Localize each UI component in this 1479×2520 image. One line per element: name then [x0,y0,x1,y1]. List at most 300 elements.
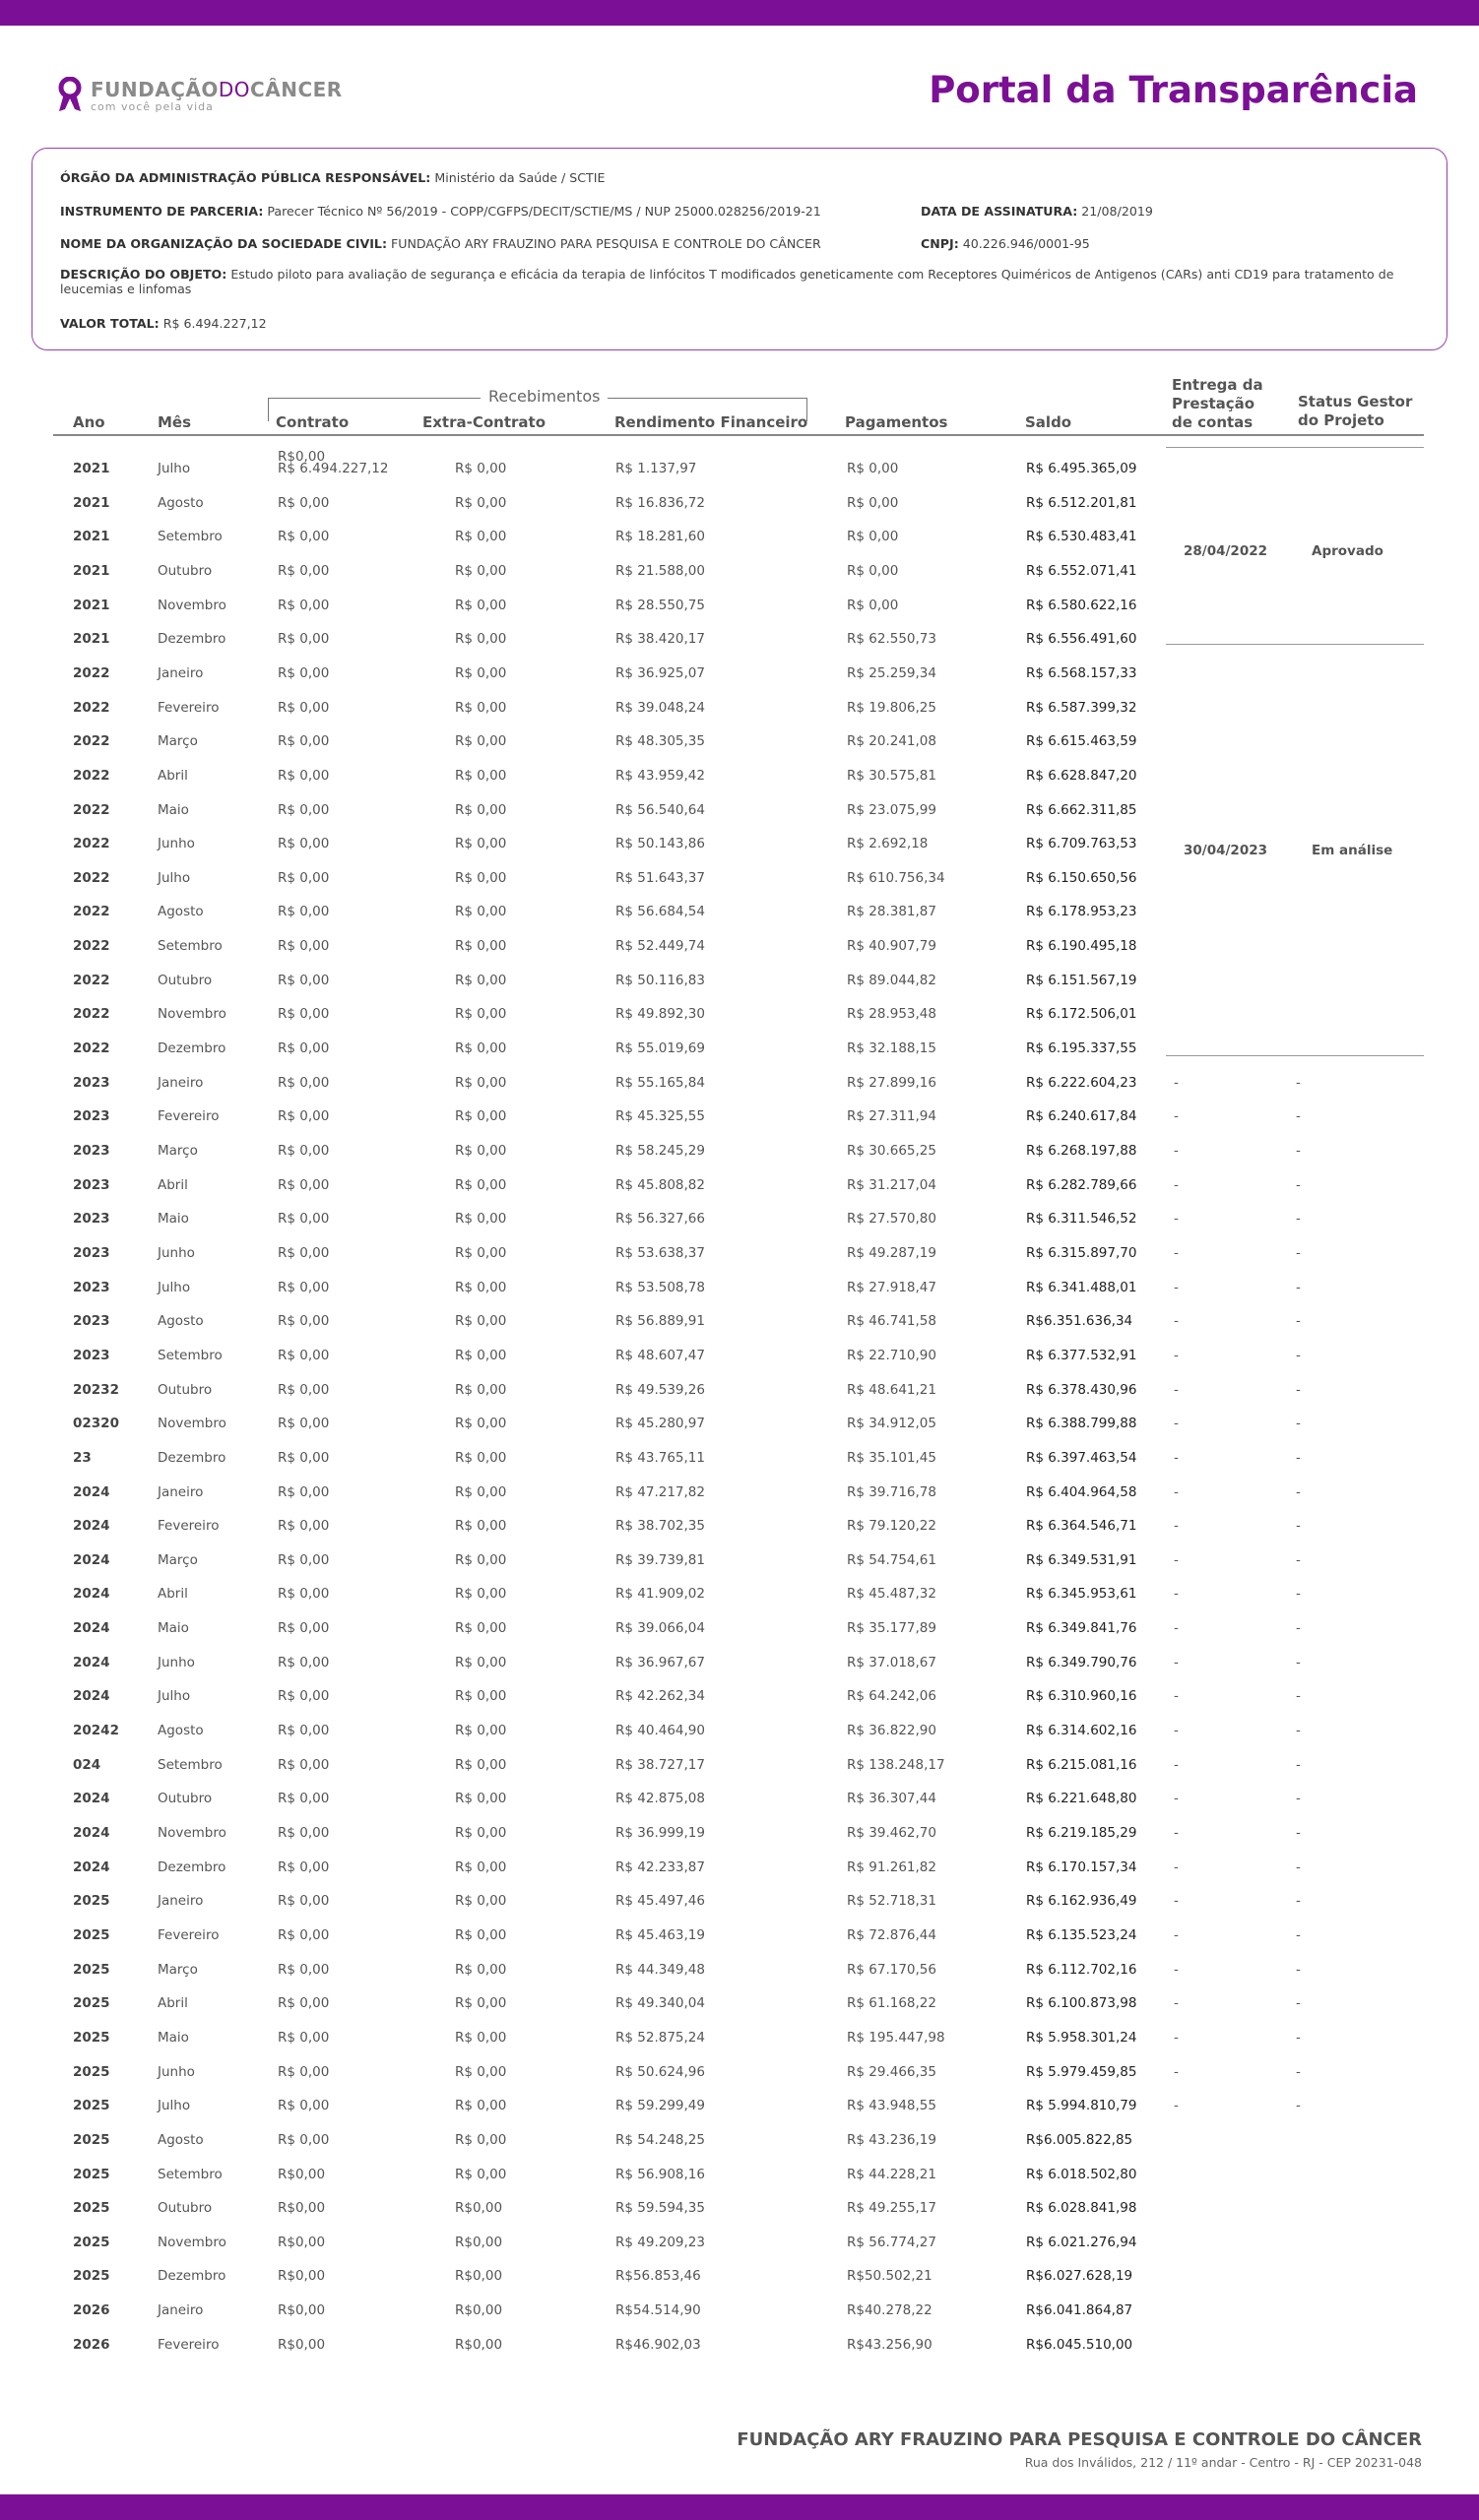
cell-extra-contrato: R$ 0,00 [455,699,507,716]
cell-mes: Dezembro [158,1858,226,1875]
table-row [0,1404,1479,1437]
cell-contrato: R$ 0,00 [278,1416,330,1432]
cell-contrato: R$ 0,00 [278,1006,330,1023]
cell-ano: 2024 [73,1858,110,1875]
cell-mes: Maio [158,1620,189,1637]
table-row [0,1813,1479,1847]
recebimentos-label: Recebimentos [481,387,608,406]
cell-mes: Julho [158,1279,191,1295]
cell-rendimento: R$ 38.727,17 [615,1756,705,1773]
cell-ano: 2021 [73,494,110,511]
cell-mes: Junho [158,836,195,852]
table-row [0,1131,1479,1165]
cell-rendimento: R$ 50.624,96 [615,2063,705,2080]
table-row [0,1336,1479,1369]
cell-ano: 2024 [73,1620,110,1637]
cell-saldo: R$ 6.397.463,54 [1026,1449,1137,1466]
cell-rendimento: R$ 48.607,47 [615,1347,705,1363]
table-row [0,1370,1479,1404]
cell-extra-contrato: R$ 0,00 [455,1040,507,1057]
cell-saldo: R$ 6.378.430,96 [1026,1381,1137,1398]
cell-contrato: R$0,00 [278,2268,326,2285]
instrumento-row: INSTRUMENTO DE PARCERIA: Parecer Técnico Nº 56/2019 - COPP/CGFPS/DECIT/SCTIE/MS / NUP 25000.028256/2019-21 [60,204,821,219]
cell-ano: 2024 [73,1688,110,1705]
cell-rendimento: R$ 44.349,48 [615,1961,705,1978]
table-row [0,688,1479,722]
cell-contrato: R$ 0,00 [278,699,330,716]
cell-mes: Julho [158,1688,191,1705]
cell-mes: Julho [158,2098,191,2114]
cell-extra-contrato: R$ 0,00 [455,2063,507,2080]
group-2-entrega: 30/04/2023 [1184,843,1268,858]
cell-pagamentos: R$ 44.228,21 [847,2166,936,2182]
cell-contrato: R$ 0,00 [278,1791,330,1807]
group-1-entrega: 28/04/2022 [1184,543,1268,559]
cell-contrato: R$ 0,00 [278,494,330,511]
cell-rendimento: R$ 45.463,19 [615,1926,705,1943]
cell-extra-contrato: R$ 0,00 [455,1688,507,1705]
cell-entrega: - [1174,1176,1179,1193]
cell-extra-contrato: R$0,00 [455,2200,503,2217]
cell-saldo: R$ 6.221.648,80 [1026,1791,1137,1807]
cell-rendimento: R$ 39.048,24 [615,699,705,716]
table-row [0,756,1479,789]
cell-entrega: - [1174,1654,1179,1670]
footer-org-name: FUNDAÇÃO ARY FRAUZINO PARA PESQUISA E CONTROLE DO CÂNCER [737,2429,1422,2450]
cell-entrega: - [1174,1995,1179,2012]
cell-extra-contrato: R$ 0,00 [455,1313,507,1330]
cell-status: - [1296,1551,1301,1568]
cell-entrega: - [1174,1518,1179,1535]
cell-saldo: R$ 6.568.157,33 [1026,664,1137,681]
cell-ano: 20242 [73,1723,119,1739]
cell-contrato: R$ 0,00 [278,1244,330,1261]
cell-contrato: R$0,00 [278,2302,326,2319]
cell-extra-contrato: R$ 0,00 [455,1723,507,1739]
cell-mes: Agosto [158,1313,204,1330]
cell-saldo: R$ 6.512.201,81 [1026,494,1137,511]
cell-saldo: R$ 6.364.546,71 [1026,1518,1137,1535]
cell-ano: 2025 [73,1926,110,1943]
cell-extra-contrato: R$ 0,00 [455,836,507,852]
cell-contrato: R$ 0,00 [278,1279,330,1295]
cell-mes: Setembro [158,938,223,955]
orgao-row: ÓRGÃO DA ADMINISTRAÇÃO PÚBLICA RESPONSÁVEL: Ministério da Saúde / SCTIE [60,170,606,185]
cell-mes: Maio [158,2029,189,2046]
cell-entrega: - [1174,1858,1179,1875]
cell-status: - [1296,1858,1301,1875]
cell-contrato: R$0,00 [278,2336,326,2353]
table-row [0,1541,1479,1574]
cell-ano: 2023 [73,1279,110,1295]
cell-rendimento: R$ 42.262,34 [615,1688,705,1705]
cell-mes: Dezembro [158,1449,226,1466]
table-row [0,483,1479,517]
header-rule-right [1166,447,1424,448]
cell-contrato: R$ 0,00 [278,2098,330,2114]
cell-ano: 2022 [73,869,110,886]
cell-ano: 2022 [73,938,110,955]
cell-ano: 02320 [73,1416,119,1432]
cell-rendimento: R$ 45.280,97 [615,1416,705,1432]
cell-rendimento: R$ 58.245,29 [615,1143,705,1159]
cell-rendimento: R$ 53.508,78 [615,1279,705,1295]
cell-extra-contrato: R$ 0,00 [455,1926,507,1943]
cell-pagamentos: R$ 39.716,78 [847,1483,936,1500]
cell-mes: Junho [158,1244,195,1261]
cell-extra-contrato: R$ 0,00 [455,1347,507,1363]
cell-rendimento: R$ 47.217,82 [615,1483,705,1500]
cell-mes: Setembro [158,1347,223,1363]
cell-pagamentos: R$ 27.899,16 [847,1074,936,1091]
cell-rendimento: R$ 42.233,87 [615,1858,705,1875]
table-row [0,824,1479,857]
cell-entrega: - [1174,2029,1179,2046]
cell-extra-contrato: R$ 0,00 [455,1176,507,1193]
table-row [0,2052,1479,2086]
cell-mes: Outubro [158,1791,213,1807]
cell-contrato: R$0,00 [278,2234,326,2250]
cell-rendimento: R$ 39.066,04 [615,1620,705,1637]
cell-extra-contrato: R$ 0,00 [455,631,507,648]
cell-status: - [1296,1416,1301,1432]
cell-pagamentos: R$ 30.665,25 [847,1143,936,1159]
cell-rendimento: R$ 43.959,42 [615,767,705,784]
cell-extra-contrato: R$ 0,00 [455,2029,507,2046]
cell-rendimento: R$ 16.836,72 [615,494,705,511]
table-row [0,2291,1479,2324]
cell-ano: 2024 [73,1791,110,1807]
cell-extra-contrato: R$ 0,00 [455,1518,507,1535]
cell-saldo: R$ 6.552.071,41 [1026,562,1137,579]
valor-total-row: VALOR TOTAL: R$ 6.494.227,12 [60,316,267,331]
cell-mes: Agosto [158,904,204,920]
cell-entrega: - [1174,1211,1179,1228]
cell-mes: Abril [158,1586,188,1603]
cell-saldo: R$ 6.222.604,23 [1026,1074,1137,1091]
cell-status: - [1296,1074,1301,1091]
cell-ano: 2024 [73,1518,110,1535]
logo-tagline: com você pela vida [91,99,214,113]
cell-rendimento: R$ 54.248,25 [615,2131,705,2148]
cell-mes: Março [158,1551,198,1568]
header-ano: Ano [73,413,105,431]
ribbon-icon [57,77,83,114]
cell-ano: 20232 [73,1381,119,1398]
cell-mes: Novembro [158,597,226,613]
cell-mes: Janeiro [158,1074,204,1091]
cell-pagamentos: R$50.502,21 [847,2268,932,2285]
cell-ano: 2024 [73,1586,110,1603]
cell-rendimento: R$ 50.143,86 [615,836,705,852]
cnpj-row: CNPJ: 40.226.946/0001-95 [921,236,1090,251]
cell-extra-contrato: R$ 0,00 [455,664,507,681]
cell-pagamentos: R$ 39.462,70 [847,1825,936,1841]
cell-pagamentos: R$ 40.907,79 [847,938,936,955]
cell-contrato: R$ 0,00 [278,1825,330,1841]
cell-mes: Janeiro [158,664,204,681]
cell-saldo: R$6.351.636,34 [1026,1313,1133,1330]
table-row [0,517,1479,550]
cell-extra-contrato: R$ 0,00 [455,1074,507,1091]
cell-pagamentos: R$ 25.259,34 [847,664,936,681]
cell-status: - [1296,1723,1301,1739]
cell-status: - [1296,2029,1301,2046]
cell-saldo: R$ 6.150.650,56 [1026,869,1137,886]
group-1-status: Aprovado [1312,543,1383,559]
cell-extra-contrato: R$ 0,00 [455,733,507,750]
cell-extra-contrato: R$ 0,00 [455,461,507,476]
cell-rendimento: R$ 39.739,81 [615,1551,705,1568]
cell-contrato: R$ 0,00 [278,1449,330,1466]
table-row [0,2223,1479,2256]
cell-extra-contrato: R$ 0,00 [455,2131,507,2148]
cell-entrega: - [1174,1926,1179,1943]
cell-rendimento: R$ 45.808,82 [615,1176,705,1193]
cell-extra-contrato: R$ 0,00 [455,972,507,988]
cell-entrega: - [1174,1551,1179,1568]
table-row [0,994,1479,1028]
table-row [0,1950,1479,1984]
cell-saldo: R$ 6.190.495,18 [1026,938,1137,955]
cell-saldo: R$ 6.628.847,20 [1026,767,1137,784]
cell-pagamentos: R$ 31.217,04 [847,1176,936,1193]
table-row [0,1779,1479,1812]
cell-extra-contrato: R$ 0,00 [455,1279,507,1295]
cell-pagamentos: R$ 89.044,82 [847,972,936,988]
cell-pagamentos: R$ 610.756,34 [847,869,945,886]
cell-entrega: - [1174,1756,1179,1773]
cell-status: - [1296,2098,1301,2114]
cell-entrega: - [1174,1893,1179,1910]
cell-contrato: R$ 0,00 [278,1756,330,1773]
cell-mes: Novembro [158,2234,226,2250]
cell-saldo: R$ 6.162.936,49 [1026,1893,1137,1910]
cell-ano: 2025 [73,1995,110,2012]
cell-rendimento: R$ 43.765,11 [615,1449,705,1466]
cell-rendimento: R$ 55.165,84 [615,1074,705,1091]
cell-pagamentos: R$ 43.948,55 [847,2098,936,2114]
cell-saldo: R$ 6.709.763,53 [1026,836,1137,852]
table-row [0,1097,1479,1130]
cell-entrega: - [1174,1313,1179,1330]
cell-ano: 2024 [73,1825,110,1841]
cell-pagamentos: R$ 27.570,80 [847,1211,936,1228]
cell-pagamentos: R$ 79.120,22 [847,1518,936,1535]
table-row [0,1438,1479,1472]
table-row [0,1608,1479,1642]
cell-contrato: R$ 0,00 [278,2063,330,2080]
cell-saldo: R$ 6.341.488,01 [1026,1279,1137,1295]
cell-mes: Setembro [158,1756,223,1773]
header-contrato: Contrato [276,413,350,431]
cell-rendimento: R$ 49.340,04 [615,1995,705,2012]
cell-contrato: R$ 0,00 [278,1143,330,1159]
cell-status: - [1296,1926,1301,1943]
cell-mes: Maio [158,801,189,818]
cell-extra-contrato: R$ 0,00 [455,562,507,579]
cell-saldo: R$ 6.349.841,76 [1026,1620,1137,1637]
cell-status: - [1296,1211,1301,1228]
cell-mes: Março [158,1961,198,1978]
cell-extra-contrato: R$ 0,00 [455,1620,507,1637]
cell-pagamentos: R$ 0,00 [847,597,899,613]
table-row [0,1711,1479,1744]
cell-ano: 2022 [73,699,110,716]
cell-entrega: - [1174,1688,1179,1705]
cell-saldo: R$ 6.495.365,09 [1026,461,1137,476]
cell-rendimento: R$ 52.449,74 [615,938,705,955]
cell-entrega: - [1174,1723,1179,1739]
cell-contrato: R$ 0,00 [278,1620,330,1637]
bottom-accent-bar [0,2494,1479,2520]
cell-status: - [1296,1347,1301,1363]
cell-entrega: - [1174,1961,1179,1978]
cell-contrato: R$ 6.494.227,12 [278,461,389,476]
cell-pagamentos: R$ 91.261,82 [847,1858,936,1875]
cell-status: - [1296,1586,1301,1603]
cell-saldo: R$ 6.530.483,41 [1026,529,1137,545]
cell-status: - [1296,1688,1301,1705]
cell-entrega: - [1174,1483,1179,1500]
cell-pagamentos: R$ 36.307,44 [847,1791,936,1807]
cell-saldo: R$ 5.979.459,85 [1026,2063,1137,2080]
cell-ano: 2025 [73,2268,110,2285]
table-row [0,2120,1479,2154]
cell-pagamentos: R$ 36.822,90 [847,1723,936,1739]
cell-saldo: R$ 6.215.081,16 [1026,1756,1137,1773]
cell-rendimento: R$ 36.967,67 [615,1654,705,1670]
cell-mes: Agosto [158,2131,204,2148]
table-row [0,790,1479,824]
table-row [0,1268,1479,1301]
cell-rendimento: R$46.902,03 [615,2336,701,2353]
cell-saldo: R$ 6.662.311,85 [1026,801,1137,818]
cell-rendimento: R$ 18.281,60 [615,529,705,545]
cell-extra-contrato: R$0,00 [455,2234,503,2250]
cell-contrato: R$ 0,00 [278,1654,330,1670]
cell-saldo: R$ 6.310.960,16 [1026,1688,1137,1705]
cell-saldo: R$ 6.170.157,34 [1026,1858,1137,1875]
cell-pagamentos: R$ 67.170,56 [847,1961,936,1978]
cell-pagamentos: R$ 0,00 [847,461,899,476]
table-row [0,449,1479,482]
cell-extra-contrato: R$ 0,00 [455,904,507,920]
cell-contrato: R$ 0,00 [278,1176,330,1193]
top-accent-bar [0,0,1479,26]
cell-rendimento: R$ 53.638,37 [615,1244,705,1261]
cell-ano: 2025 [73,2234,110,2250]
header-mes: Mês [158,413,192,431]
cell-contrato: R$ 0,00 [278,767,330,784]
cell-contrato: R$ 0,00 [278,2131,330,2148]
cell-ano: 2024 [73,1551,110,1568]
table-row [0,654,1479,687]
cell-pagamentos: R$ 27.918,47 [847,1279,936,1295]
cell-rendimento: R$ 56.327,66 [615,1211,705,1228]
cell-pagamentos: R$ 61.168,22 [847,1995,936,2012]
cell-status: - [1296,1654,1301,1670]
cell-status: - [1296,1108,1301,1125]
cell-contrato: R$ 0,00 [278,1961,330,1978]
cell-pagamentos: R$ 19.806,25 [847,699,936,716]
cell-mes: Fevereiro [158,1926,220,1943]
cell-ano: 2021 [73,562,110,579]
cell-mes: Junho [158,2063,195,2080]
info-panel [32,148,1447,350]
cell-extra-contrato: R$ 0,00 [455,767,507,784]
cell-extra-contrato: R$ 0,00 [455,938,507,955]
contrato-top-value: R$0,00 [278,449,326,465]
cell-extra-contrato: R$ 0,00 [455,1211,507,1228]
cell-ano: 2023 [73,1074,110,1091]
cell-pagamentos: R$ 54.754,61 [847,1551,936,1568]
cell-ano: 2022 [73,767,110,784]
cell-mes: Janeiro [158,2302,204,2319]
cell-ano: 2024 [73,1654,110,1670]
cell-pagamentos: R$ 37.018,67 [847,1654,936,1670]
cell-rendimento: R$ 38.420,17 [615,631,705,648]
cell-rendimento: R$ 49.539,26 [615,1381,705,1398]
cell-mes: Janeiro [158,1893,204,1910]
cell-contrato: R$ 0,00 [278,1723,330,1739]
cell-contrato: R$ 0,00 [278,1211,330,1228]
cell-ano: 2022 [73,733,110,750]
cell-rendimento: R$ 45.325,55 [615,1108,705,1125]
logo[interactable] [57,77,343,114]
cell-entrega: - [1174,1449,1179,1466]
cell-saldo: R$ 5.994.810,79 [1026,2098,1137,2114]
footer-address: Rua dos Inválidos, 212 / 11º andar - Centro - RJ - CEP 20231-048 [1024,2455,1422,2470]
cell-saldo: R$ 6.315.897,70 [1026,1244,1137,1261]
cell-ano: 2025 [73,2200,110,2217]
header-extra-contrato: Extra-Contrato [422,413,546,431]
cell-entrega: - [1174,1791,1179,1807]
cell-status: - [1296,1279,1301,1295]
cell-extra-contrato: R$ 0,00 [455,1551,507,1568]
cell-ano: 2025 [73,2131,110,2148]
cell-extra-contrato: R$ 0,00 [455,1791,507,1807]
cell-extra-contrato: R$ 0,00 [455,1483,507,1500]
cell-ano: 2026 [73,2336,110,2353]
cell-ano: 2022 [73,801,110,818]
cell-extra-contrato: R$ 0,00 [455,801,507,818]
cell-contrato: R$0,00 [278,2166,326,2182]
cell-contrato: R$ 0,00 [278,1483,330,1500]
cell-rendimento: R$ 28.550,75 [615,597,705,613]
cell-entrega: - [1174,2098,1179,2114]
cell-ano: 2023 [73,1313,110,1330]
cell-saldo: R$ 6.112.702,16 [1026,1961,1137,1978]
cell-contrato: R$ 0,00 [278,1995,330,2012]
cell-pagamentos: R$ 35.101,45 [847,1449,936,1466]
cell-mes: Novembro [158,1416,226,1432]
cell-extra-contrato: R$ 0,00 [455,2166,507,2182]
cell-saldo: R$ 6.028.841,98 [1026,2200,1137,2217]
table-row [0,1199,1479,1232]
cell-rendimento: R$ 48.305,35 [615,733,705,750]
table-row [0,961,1479,994]
cell-ano: 23 [73,1449,92,1466]
cell-rendimento: R$ 40.464,90 [615,1723,705,1739]
cell-extra-contrato: R$0,00 [455,2268,503,2285]
cell-status: - [1296,1381,1301,1398]
cell-contrato: R$ 0,00 [278,801,330,818]
cell-ano: 2022 [73,664,110,681]
cell-contrato: R$ 0,00 [278,597,330,613]
cell-saldo: R$ 6.587.399,32 [1026,699,1137,716]
cell-ano: 2025 [73,1893,110,1910]
